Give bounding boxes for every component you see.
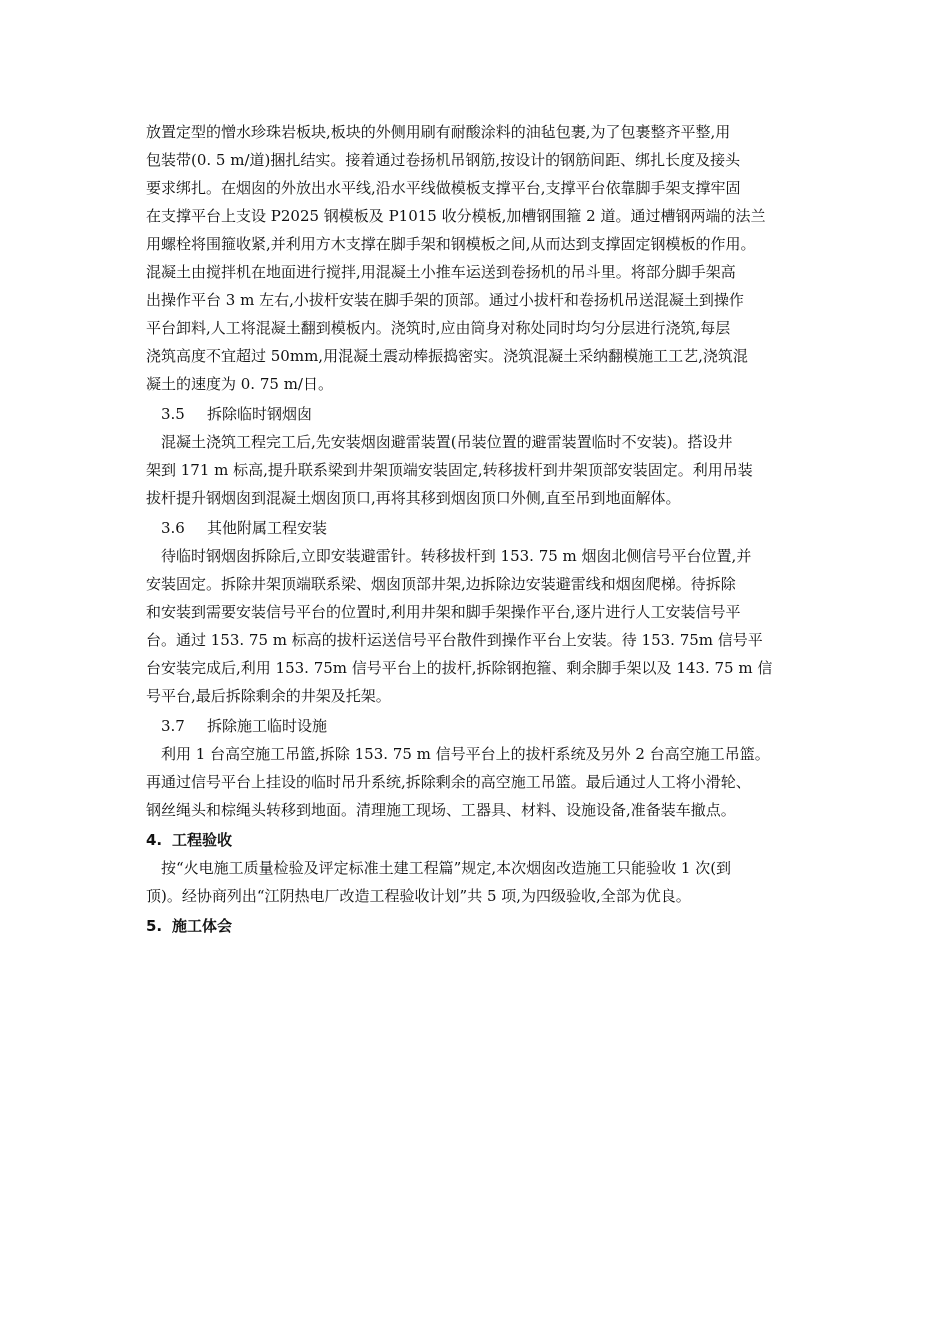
text-line: 混凝土浇筑工程完工后,先安装烟囱避雷装置(吊装位置的避雷装置临时不安装)。搭设井 bbox=[161, 433, 733, 451]
section-heading-4 bbox=[146, 826, 816, 854]
section-heading-5 bbox=[146, 912, 816, 940]
text-line: 利用 1 台高空施工吊篮,拆除 153. 75 m 信号平台上的拔杆系统及另外 2 台高空施工吊篮。 bbox=[161, 745, 770, 763]
text-line: 拔杆提升钢烟囱到混凝土烟囱顶口,再将其移到烟囱顶口外侧,直至吊到地面解体。 bbox=[146, 489, 681, 507]
section-number: 3.6 bbox=[161, 519, 185, 537]
section-heading-3-7 bbox=[146, 712, 816, 740]
text-line: 平台卸料,人工将混凝土翻到模板内。浇筑时,应由筒身对称处同时均匀分层进行浇筑,每层 bbox=[146, 319, 731, 337]
text-line: 和安装到需要安装信号平台的位置时,利用井架和脚手架操作平台,逐片进行人工安装信号平 bbox=[146, 603, 741, 621]
text-line: 要求绑扎。在烟囱的外放出水平线,沿水平线做模板支撑平台,支撑平台依靠脚手架支撑牢固 bbox=[146, 179, 741, 197]
text-line: 钢丝绳头和棕绳头转移到地面。清理施工现场、工器具、材料、设施设备,准备装车撤点。 bbox=[146, 801, 736, 819]
text-line: 按“火电施工质量检验及评定标准土建工程篇”规定,本次烟囱改造施工只能验收 1 次(到 bbox=[161, 859, 732, 877]
text-line: 台。通过 153. 75 m 标高的拔杆运送信号平台散件到操作平台上安装。待 153. 75m 信号平 bbox=[146, 631, 763, 649]
document-page bbox=[146, 118, 816, 940]
section-title: 施工体会 bbox=[172, 917, 233, 935]
section-number: 5. bbox=[146, 917, 163, 935]
text-line: 凝土的速度为 0. 75 m/日。 bbox=[146, 375, 333, 393]
section-heading-3-5 bbox=[146, 400, 816, 428]
text-line: 顶)。经协商列出“江阴热电厂改造工程验收计划”共 5 项,为四级验收,全部为优良。 bbox=[146, 887, 691, 905]
text-line: 在支撑平台上支设 P2025 钢模板及 P1015 收分模板,加槽钢围箍 2 道。通过槽钢两端的法兰 bbox=[146, 207, 766, 225]
text-line: 用螺栓将围箍收紧,并利用方木支撑在脚手架和钢模板之间,从而达到支撑固定钢模板的作用。 bbox=[146, 235, 756, 253]
text-line: 安装固定。拆除井架顶端联系梁、烟囱顶部井架,边拆除边安装避雷线和烟囱爬梯。待拆除 bbox=[146, 575, 736, 593]
text-line: 再通过信号平台上挂设的临时吊升系统,拆除剩余的高空施工吊篮。最后通过人工将小滑轮、 bbox=[146, 773, 751, 791]
section-number: 3.5 bbox=[161, 405, 185, 423]
section-number: 4. bbox=[146, 831, 163, 849]
paragraph-remove-steel-chimney bbox=[146, 428, 816, 512]
section-number: 3.7 bbox=[161, 717, 185, 735]
text-line: 号平台,最后拆除剩余的井架及托架。 bbox=[146, 687, 391, 705]
paragraph-auxiliary-installation bbox=[146, 542, 816, 710]
text-line: 浇筑高度不宜超过 50mm,用混凝土震动棒振捣密实。浇筑混凝土采纳翻模施工工艺,浇筑混 bbox=[146, 347, 748, 365]
text-line: 混凝土由搅拌机在地面进行搅拌,用混凝土小推车运送到卷扬机的吊斗里。将部分脚手架高 bbox=[146, 263, 736, 281]
text-line: 放置定型的憎水珍珠岩板块,板块的外侧用刷有耐酸涂料的油毡包裹,为了包裹整齐平整,用 bbox=[146, 123, 731, 141]
section-title: 工程验收 bbox=[172, 831, 233, 849]
text-line: 架到 171 m 标高,提升联系梁到井架顶端安装固定,转移拔杆到井架顶部安装固定。利用吊装 bbox=[146, 461, 753, 479]
section-heading-3-6 bbox=[146, 514, 816, 542]
section-title: 拆除临时钢烟囱 bbox=[207, 405, 313, 423]
section-title: 拆除施工临时设施 bbox=[207, 717, 328, 735]
text-line: 台安装完成后,利用 153. 75m 信号平台上的拔杆,拆除钢抱箍、剩余脚手架以及 143. 75 m 信 bbox=[146, 659, 773, 677]
paragraph-acceptance bbox=[146, 854, 816, 910]
paragraph-remove-temporary-facilities bbox=[146, 740, 816, 824]
text-line: 包装带(0. 5 m/道)捆扎结实。接着通过卷扬机吊钢筋,按设计的钢筋间距、绑扎长度及接头 bbox=[146, 151, 741, 169]
section-title: 其他附属工程安装 bbox=[207, 519, 328, 537]
paragraph-formwork-concrete bbox=[146, 118, 816, 398]
text-line: 待临时钢烟囱拆除后,立即安装避雷针。转移拔杆到 153. 75 m 烟囱北侧信号平台位置,并 bbox=[161, 547, 752, 565]
text-line: 出操作平台 3 m 左右,小拔杆安装在脚手架的顶部。通过小拔杆和卷扬机吊送混凝土到操作 bbox=[146, 291, 744, 309]
